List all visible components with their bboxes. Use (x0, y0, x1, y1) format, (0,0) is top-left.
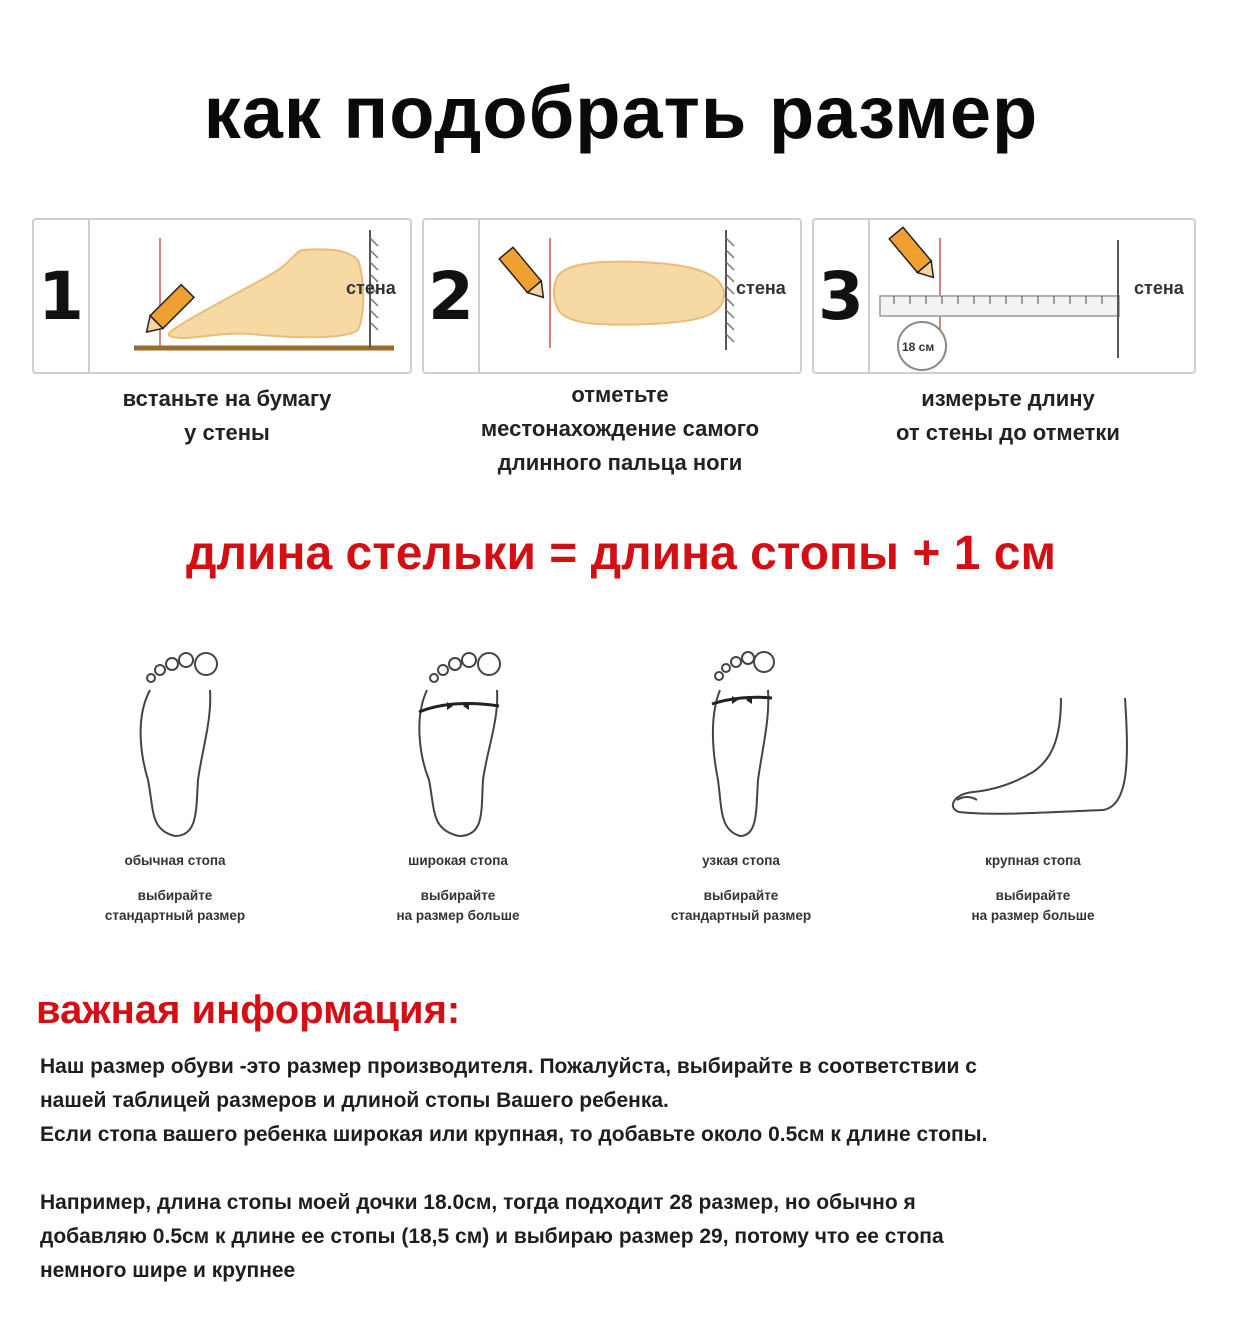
foot-type-label: узкая стопа (702, 853, 780, 868)
foot-type-advice: выбирайте стандартный размер (104, 888, 246, 923)
info-paragraph-2: Например, длина стопы моей дочки 18.0см, тогда подходит 28 размер, но обычно я добавляю 0.5см к длине ее стопы (18,5 см) и выбираю размер 29, потому что ее стопа немного шире и крупнее (40, 1191, 944, 1282)
foot-type-label: широкая стопа (408, 853, 508, 868)
foot-type-narrow (626, 640, 856, 926)
step-number: 2 (424, 220, 480, 372)
step-1-caption: встаньте на бумагу у стены (122, 386, 332, 445)
foot-type-advice: выбирайте на размер больше (396, 888, 520, 923)
foot-type-normal (60, 640, 290, 926)
wall-label: стена (736, 278, 786, 298)
step-number: 3 (814, 220, 870, 372)
normal-foot-icon (120, 640, 230, 840)
info-paragraph-1: Наш размер обуви -это размер производителя. Пожалуйста, выбирайте в соответствии с нашей таблицей размеров и длиной стопы Вашего ребенка. Если стопа вашего ребенка широкая или крупная, то добавьте около 0.5см к длине стопы. (40, 1055, 988, 1146)
narrow-foot-icon (686, 640, 796, 840)
measure-label: 18 см (902, 340, 935, 354)
step-3-caption: измерьте длину от стены до отметки (896, 386, 1120, 445)
step-3-panel (812, 218, 1196, 374)
foot-type-advice: выбирайте стандартный размер (670, 888, 812, 923)
step-1-panel (32, 218, 412, 374)
large-foot-side-icon (933, 640, 1133, 840)
foot-type-label: обычная стопа (124, 853, 226, 868)
wide-foot-icon (403, 640, 513, 840)
step-2-panel (422, 218, 802, 374)
important-info-title: важная информация: (36, 988, 461, 1032)
foot-type-label: крупная стопа (985, 853, 1081, 868)
step-2-caption: отметьте местонахождение самого длинного пальца ноги (480, 382, 760, 475)
foot-type-wide (343, 640, 573, 926)
wall-label: стена (346, 278, 396, 298)
foot-type-large (918, 640, 1148, 926)
page-title: как подобрать размер (203, 71, 1039, 154)
step-number: 1 (34, 220, 90, 372)
insole-formula: длина стельки = длина стопы + 1 см (186, 527, 1056, 580)
wall-label: стена (1134, 278, 1184, 298)
foot-type-advice: выбирайте на размер больше (971, 888, 1095, 923)
